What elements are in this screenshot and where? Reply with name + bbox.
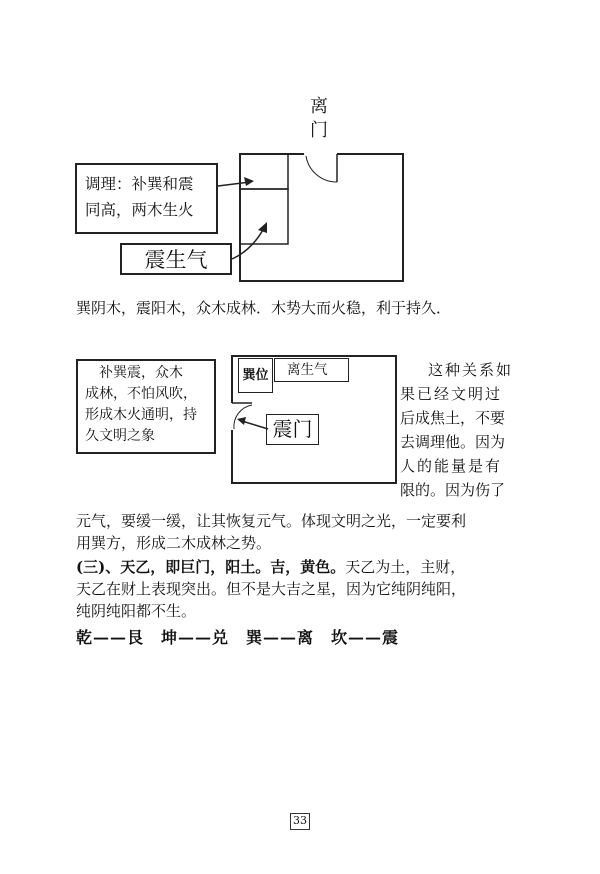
diagram-1: [0, 0, 600, 300]
side-line-3: 后成焦土，不要: [400, 409, 506, 427]
section-heading-tianyi: (三)、天乙，即巨门，阳土。吉，黄色。: [76, 558, 346, 576]
li-shengqi-box: [274, 358, 349, 382]
door-label-men: 门: [310, 120, 328, 141]
li-shengqi-label: 离生气: [287, 362, 328, 378]
zhen-door-label: 震门: [272, 417, 313, 441]
callout2-line3: 形成木火通明，持: [85, 407, 197, 423]
callout-adjust-line2: 同高，两木生火: [85, 201, 194, 219]
page-number-box: [290, 813, 310, 830]
paragraph-2-line-1: 元气，要缓一缓，让其恢复元气。体现文明之光，一定要利: [76, 512, 467, 530]
callout2-line2: 成林，不怕风吹，: [85, 386, 197, 402]
page-number: 33: [293, 814, 307, 827]
paragraph-3-line-1-rest: 天乙为土，主财，: [345, 558, 466, 576]
trigram-sequence: 乾——艮 坤——兑 巽——离 坎——震: [76, 628, 400, 647]
callout-adjust-line1: 调理：补巽和震: [85, 175, 194, 193]
paragraph-2: [76, 510, 466, 554]
paragraph-1: 巽阴木，震阳木，众木成林．木势大而火稳，利于持久．: [76, 299, 452, 317]
callout-adjust: [75, 163, 218, 234]
side-line-4: 去调理他。因为: [400, 433, 506, 451]
xun-position-box: [238, 358, 273, 393]
xun-position-label: 巽位: [242, 368, 269, 383]
paragraph-3-line-2: 天乙在财上表现突出。但不是大吉之星，因为它纯阴纯阳，: [76, 580, 467, 598]
callout-xun-zhen: [76, 359, 216, 454]
paragraph-2-line-2: 用巽方，形成二木成林之势。: [76, 534, 272, 552]
paragraph-3-line-3: 纯阴纯阳都不生。: [76, 602, 197, 620]
callout2-line4: 久文明之象: [85, 428, 155, 444]
side-line-1: 这种关系如: [428, 361, 514, 379]
floorplan-1: [0, 0, 600, 300]
side-text: [400, 358, 530, 502]
side-line-5: 人的能量是有: [400, 457, 503, 475]
zhen-shengqi-label: 震生气: [144, 248, 208, 272]
door-label-li: 离: [310, 96, 328, 117]
paragraph-3: [76, 556, 466, 622]
callout2-line1: 补巽震，众木: [99, 365, 183, 381]
side-line-6: 限的。因为伤了: [400, 481, 506, 499]
side-line-2: 果已经文明过: [400, 385, 503, 403]
callout-zhen-shengqi: [120, 243, 232, 275]
zhen-door-box: [266, 414, 319, 445]
paragraph-3-line-1: [76, 556, 466, 578]
